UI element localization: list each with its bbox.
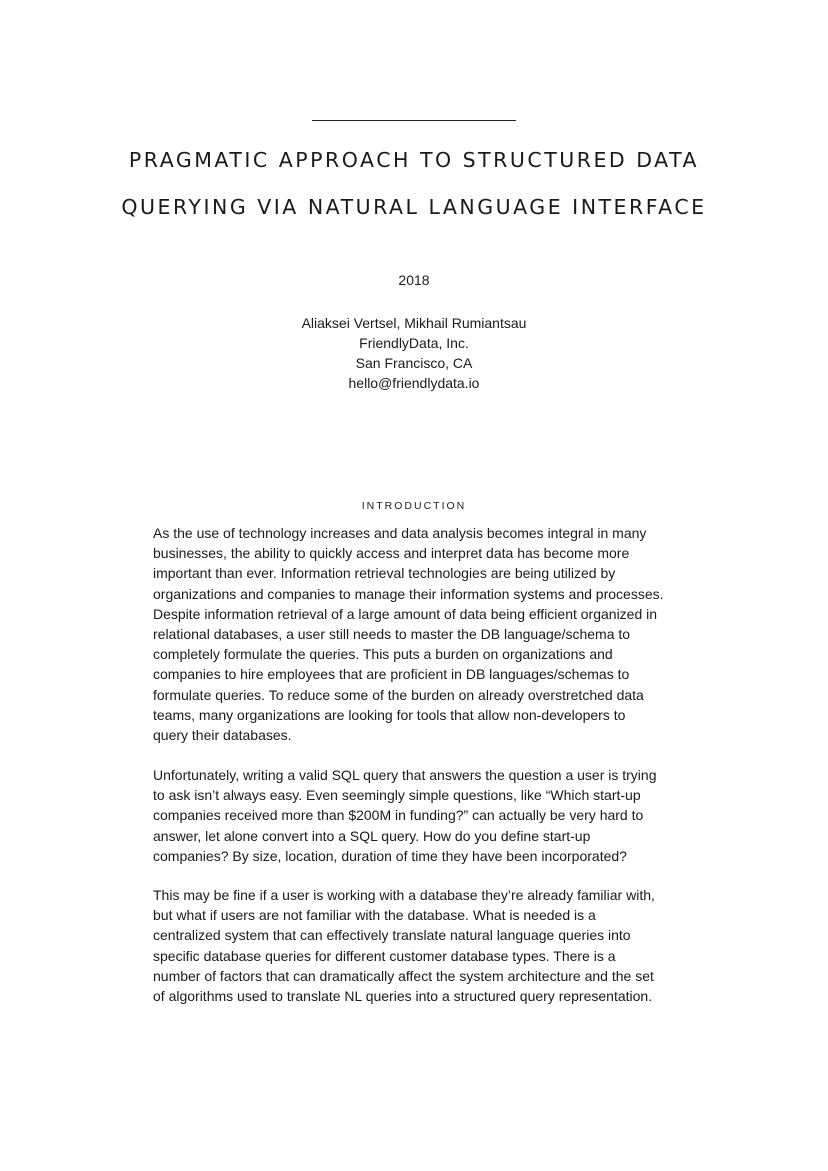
author-block	[0, 313, 828, 393]
publication-year: 2018	[398, 272, 430, 288]
text-line: relational databases, a user still needs to master the DB language/schema to	[153, 625, 631, 642]
text-line: of algorithms used to translate NL queries into a structured query representation.	[153, 987, 653, 1004]
text-line: businesses, the ability to quickly access and interpret data has become more	[153, 545, 630, 562]
text-line: organizations and companies to manage their information systems and processes.	[153, 585, 664, 602]
text-line: companies? By size, location, duration of time they have been incorporated?	[153, 847, 627, 864]
text-line: companies to hire employees that are proficient in DB languages/schemas to	[153, 666, 630, 683]
text-line: Unfortunately, writing a valid SQL query that answers the question a user is trying	[153, 767, 657, 783]
text-line: answer, let alone convert into a SQL query. How do you define start-up	[153, 827, 591, 844]
paper-title-line-2: QUERYING VIA NATURAL LANGUAGE INTERFACE	[121, 195, 707, 219]
text-line: number of factors that can dramatically affect the system architecture and the set	[153, 967, 654, 984]
paper-title-line-1: PRAGMATIC APPROACH TO STRUCTURED DATA	[128, 148, 700, 172]
introduction-paragraph-3	[153, 885, 683, 1006]
text-line: specific database queries for different customer database types. There is a	[153, 947, 616, 964]
title-top-rule	[312, 120, 516, 121]
text-line: to ask isn’t always easy. Even seemingly simple questions, like “Which start-up	[153, 787, 641, 804]
text-line: completely formulate the queries. This puts a burden on organizations and	[153, 646, 613, 663]
text-line: but what if users are not familiar with the database. What is needed is a	[153, 907, 596, 924]
introduction-paragraph-1	[153, 523, 683, 745]
text-line: As the use of technology increases and data analysis becomes integral in many	[153, 525, 647, 541]
text-line: Despite information retrieval of a large amount of data being efficient organized in	[153, 605, 658, 622]
section-heading-introduction: INTRODUCTION	[361, 500, 467, 512]
text-line: companies received more than $200M in funding?” can actually be very hard to	[153, 807, 644, 824]
text-line: centralized system that can effectively translate natural language queries into	[153, 927, 631, 944]
introduction-paragraph-2	[153, 765, 683, 866]
author-names: Aliaksei Vertsel, Mikhail Rumiantsau	[301, 315, 527, 331]
author-email: hello@friendlydata.io	[348, 375, 480, 391]
text-line: query their databases.	[153, 726, 292, 743]
text-line: important than ever. Information retrieval technologies are being utilized by	[153, 565, 616, 582]
author-affiliation: FriendlyData, Inc.	[359, 335, 469, 351]
author-location: San Francisco, CA	[355, 355, 473, 371]
text-line: teams, many organizations are looking for tools that allow non-developers to	[153, 706, 626, 723]
text-line: This may be fine if a user is working with a database they’re already familiar with,	[153, 887, 655, 903]
text-line: formulate queries. To reduce some of the burden on already overstretched data	[153, 686, 644, 703]
